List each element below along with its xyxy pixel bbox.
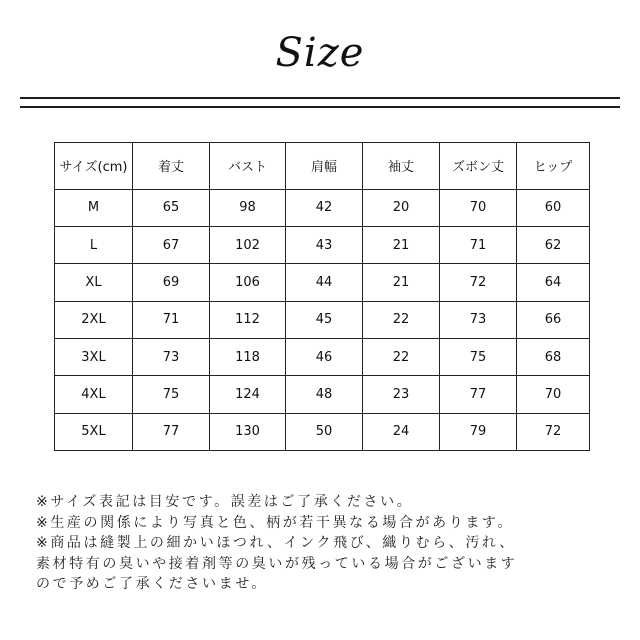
value-cell: 22 <box>363 338 440 375</box>
value-cell: 24 <box>363 413 440 450</box>
value-cell: 124 <box>210 376 286 413</box>
note-line: 素材特有の臭いや接着剤等の臭いが残っている場合がございます <box>36 555 518 572</box>
value-cell: 67 <box>133 226 210 263</box>
value-cell: 50 <box>286 413 363 450</box>
value-cell: 73 <box>133 338 210 375</box>
value-cell: 23 <box>363 376 440 413</box>
value-cell: 71 <box>133 301 210 338</box>
value-cell: 70 <box>440 189 517 226</box>
table-row <box>55 226 590 263</box>
value-cell: 72 <box>517 413 590 450</box>
note-line: ※生産の関係により写真と色、柄が若干異なる場合があります。 <box>36 514 515 531</box>
value-cell: 62 <box>517 226 590 263</box>
value-cell: 43 <box>286 226 363 263</box>
header-bust: バスト <box>210 143 286 190</box>
header-length: 着丈 <box>133 143 210 190</box>
header-hip: ヒップ <box>517 143 590 190</box>
table-row <box>55 264 590 301</box>
value-cell: 64 <box>517 264 590 301</box>
table-row <box>55 301 590 338</box>
table-row <box>55 413 590 450</box>
size-cell: XL <box>55 264 133 301</box>
value-cell: 70 <box>517 376 590 413</box>
value-cell: 106 <box>210 264 286 301</box>
value-cell: 65 <box>133 189 210 226</box>
size-cell: 2XL <box>55 301 133 338</box>
value-cell: 42 <box>286 189 363 226</box>
value-cell: 72 <box>440 264 517 301</box>
value-cell: 77 <box>133 413 210 450</box>
value-cell: 20 <box>363 189 440 226</box>
value-cell: 21 <box>363 264 440 301</box>
note-line: ので予めご了承くださいませ。 <box>36 576 268 592</box>
table-row <box>55 376 590 413</box>
note-line: ※商品は縫製上の細かいほつれ、インク飛び、織りむら、汚れ、 <box>36 535 516 551</box>
header-sleeve: 袖丈 <box>363 143 440 190</box>
value-cell: 22 <box>363 301 440 338</box>
value-cell: 98 <box>210 189 286 226</box>
table-header-row <box>55 143 590 190</box>
size-cell: 4XL <box>55 376 133 413</box>
divider-top <box>20 97 620 99</box>
value-cell: 71 <box>440 226 517 263</box>
value-cell: 75 <box>440 338 517 375</box>
note-line: ※サイズ表記は目安です。誤差はご了承ください。 <box>36 494 414 510</box>
value-cell: 118 <box>210 338 286 375</box>
value-cell: 48 <box>286 376 363 413</box>
value-cell: 75 <box>133 376 210 413</box>
header-size: サイズ(cm) <box>55 143 133 190</box>
divider-bottom <box>20 106 620 108</box>
size-table <box>54 142 590 451</box>
value-cell: 68 <box>517 338 590 375</box>
size-cell: M <box>55 189 133 226</box>
value-cell: 21 <box>363 226 440 263</box>
table-row <box>55 189 590 226</box>
size-cell: 5XL <box>55 413 133 450</box>
value-cell: 45 <box>286 301 363 338</box>
header-shoulder: 肩幅 <box>286 143 363 190</box>
value-cell: 44 <box>286 264 363 301</box>
size-cell: 3XL <box>55 338 133 375</box>
value-cell: 69 <box>133 264 210 301</box>
value-cell: 112 <box>210 301 286 338</box>
value-cell: 130 <box>210 413 286 450</box>
value-cell: 73 <box>440 301 517 338</box>
value-cell: 46 <box>286 338 363 375</box>
page-title: Size <box>275 30 365 76</box>
value-cell: 66 <box>517 301 590 338</box>
value-cell: 77 <box>440 376 517 413</box>
value-cell: 102 <box>210 226 286 263</box>
value-cell: 60 <box>517 189 590 226</box>
value-cell: 79 <box>440 413 517 450</box>
notes <box>36 492 626 595</box>
size-cell: L <box>55 226 133 263</box>
table-row <box>55 338 590 375</box>
header-pants-length: ズボン丈 <box>440 143 517 190</box>
